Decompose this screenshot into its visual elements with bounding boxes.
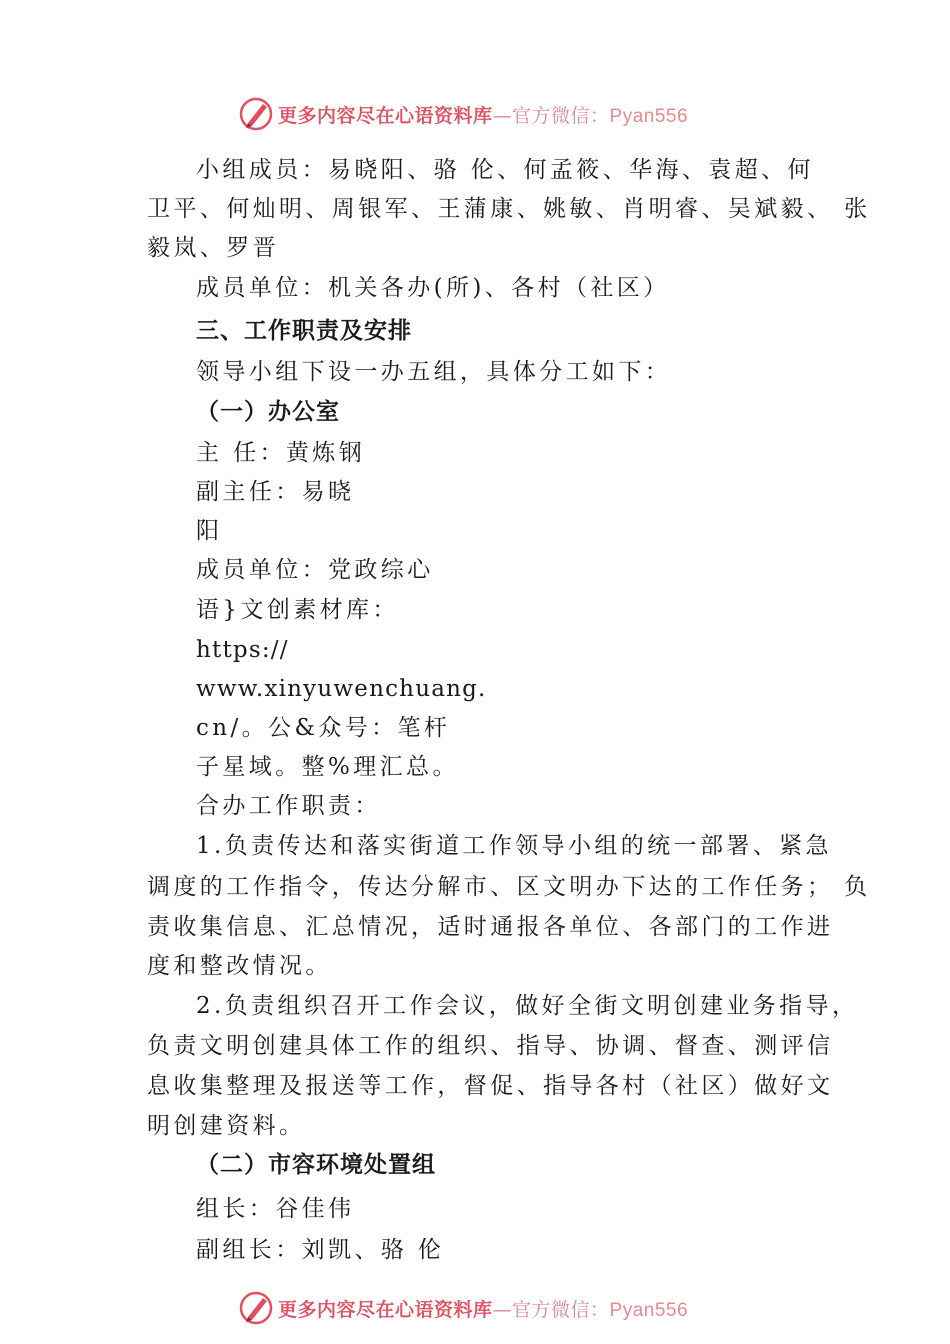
text-line: 阳	[196, 518, 223, 544]
text-line: 2.负责组织召开工作会议，做好全街文明创建业务指导，	[196, 993, 859, 1019]
text-line: 度和整改情况。	[147, 953, 332, 979]
text-line: 毅岚、罗晋	[147, 235, 279, 261]
watermark-top	[238, 96, 688, 132]
text-line: 卫平、何灿明、周银军、王蒲康、姚敏、肖明睿、吴斌毅、 张	[147, 196, 871, 222]
text-line: 成员单位：机关各办(所)、各村（社区）	[196, 275, 670, 301]
watermark-bottom	[238, 1290, 688, 1326]
section-heading: 三、工作职责及安排	[196, 318, 412, 344]
subsection-heading: （一）办公室	[196, 399, 340, 425]
watermark-text: 更多内容尽在心语资料库—官方微信：Pyan556	[278, 104, 689, 127]
text-line: 主 任：黄炼钢	[196, 440, 366, 466]
text-line: 负责文明创建具体工作的组织、指导、协调、督查、测评信	[147, 1033, 834, 1059]
text-line: 1.负责传达和落实街道工作领导小组的统一部署、紧急	[196, 833, 832, 859]
text-line: 副组长：刘凯、骆 伦	[196, 1237, 445, 1263]
text-line: 成员单位：党政综心	[196, 557, 434, 583]
pen-logo-icon	[238, 96, 274, 132]
text-line: 小组成员：易晓阳、骆 伦、何孟筱、华海、袁超、何	[196, 157, 814, 183]
text-line: 副主任：易晓	[196, 479, 355, 505]
text-line: www.xinyuwenchuang.	[196, 676, 487, 702]
text-line: 语}文创素材库：	[196, 597, 399, 623]
text-line: 领导小组下设一办五组，具体分工如下：	[196, 359, 672, 385]
subsection-heading: （二）市容环境处置组	[196, 1152, 436, 1178]
text-line: https://	[196, 637, 289, 663]
text-line: cn/。公&众号：笔杆	[196, 715, 451, 741]
text-line: 调度的工作指令，传达分解市、区文明办下达的工作任务； 负	[147, 874, 871, 900]
text-line: 子星域。整%理汇总。	[196, 754, 459, 780]
watermark-text: 更多内容尽在心语资料库—官方微信：Pyan556	[278, 1298, 689, 1321]
text-line: 合办工作职责：	[196, 793, 381, 819]
text-line: 责收集信息、汇总情况，适时通报各单位、各部门的工作进	[147, 914, 834, 940]
pen-logo-icon	[238, 1290, 274, 1326]
text-line: 息收集整理及报送等工作，督促、指导各村（社区）做好文	[147, 1073, 834, 1099]
text-line: 组长：谷佳伟	[196, 1196, 355, 1222]
text-line: 明创建资料。	[147, 1113, 306, 1139]
